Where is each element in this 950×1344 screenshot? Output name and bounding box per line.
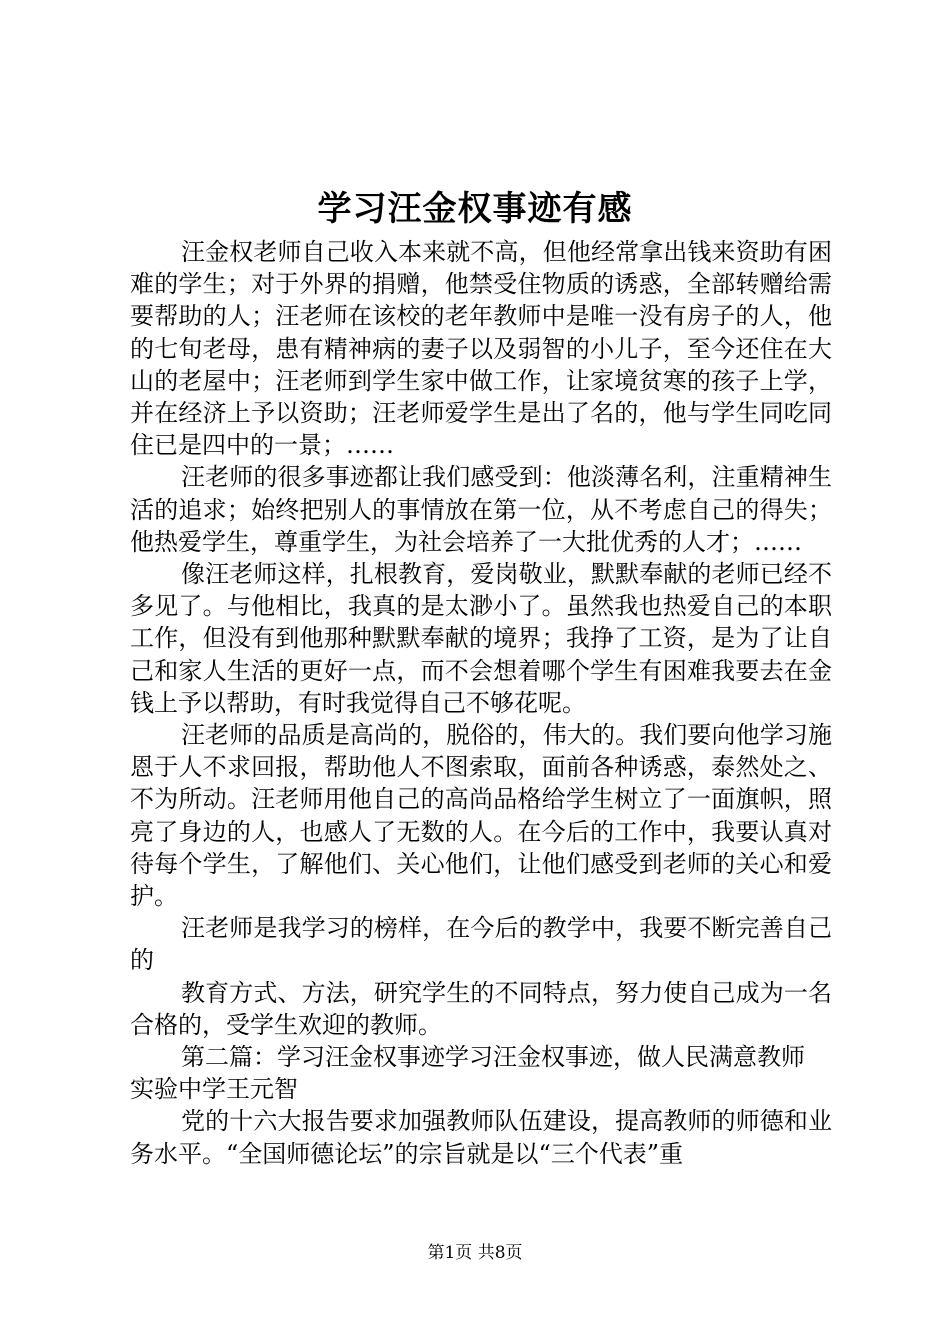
- paragraph-4: 汪老师的品质是高尚的，脱俗的，伟大的。我们要向他学习施恩于人不求回报，帮助他人不图索取，面前各种诱惑，泰然处之、不为所动。汪老师用他自己的高尚品格给学生树立了一面旗帜，照亮了身边的人，也感人了无数的人。在今后的工作中，我要认真对待每个学生，了解他们、关心他们，让他们感受到老师的关心和爱护。: [130, 721, 832, 911]
- paragraph-3: 像汪老师这样，扎根教育，爱岗敬业，默默奉献的老师已经不多见了。与他相比，我真的是太渺小了。虽然我也热爱自己的本职工作，但没有到他那种默默奉献的境界；我挣了工资，是为了让自己和家人生活的更好一点，而不会想着哪个学生有困难我要去在金钱上予以帮助，有时我觉得自己不够花呢。: [130, 560, 832, 717]
- document-title: 学习汪金权事迹有感: [317, 189, 633, 229]
- paragraph-6: 教育方式、方法，研究学生的不同特点，努力使自己成为一名合格的，受学生欢迎的教师。: [130, 978, 832, 1039]
- document-body: [130, 236, 832, 1170]
- paragraph-7: 党的十六大报告要求加强教师队伍建设，提高教师的师德和业务水平。“全国师德论坛”的宗旨就是以“三个代表”重: [130, 1107, 832, 1168]
- author-line: 实验中学王元智: [130, 1075, 298, 1104]
- section-heading: 第二篇：学习汪金权事迹学习汪金权事迹，做人民满意教师: [181, 1043, 805, 1072]
- paragraph-1: 汪金权老师自己收入本来就不高，但他经常拿出钱来资助有困难的学生；对于外界的捐赠，他禁受住物质的诱惑，全部转赠给需要帮助的人；汪老师在该校的老年教师中是唯一没有房子的人，他的七旬老母，患有精神病的妻子以及弱智的小儿子，至今还住在大山的老屋中；汪老师到学生家中做工作，让家境贫寒的孩子上学，并在经济上予以资助；汪老师爱学生是出了名的，他与学生同吃同住已是四中的一景；……: [130, 238, 832, 460]
- page-footer: 第1页 共8页: [427, 1243, 523, 1263]
- paragraph-2: 汪老师的很多事迹都让我们感受到：他淡薄名利，注重精神生活的追求；始终把别人的事情放在第一位，从不考虑自己的得失；他热爱学生，尊重学生，为社会培养了一大批优秀的人才；……: [130, 463, 832, 556]
- paragraph-5: 汪老师是我学习的榜样，在今后的教学中，我要不断完善自己的: [130, 914, 832, 975]
